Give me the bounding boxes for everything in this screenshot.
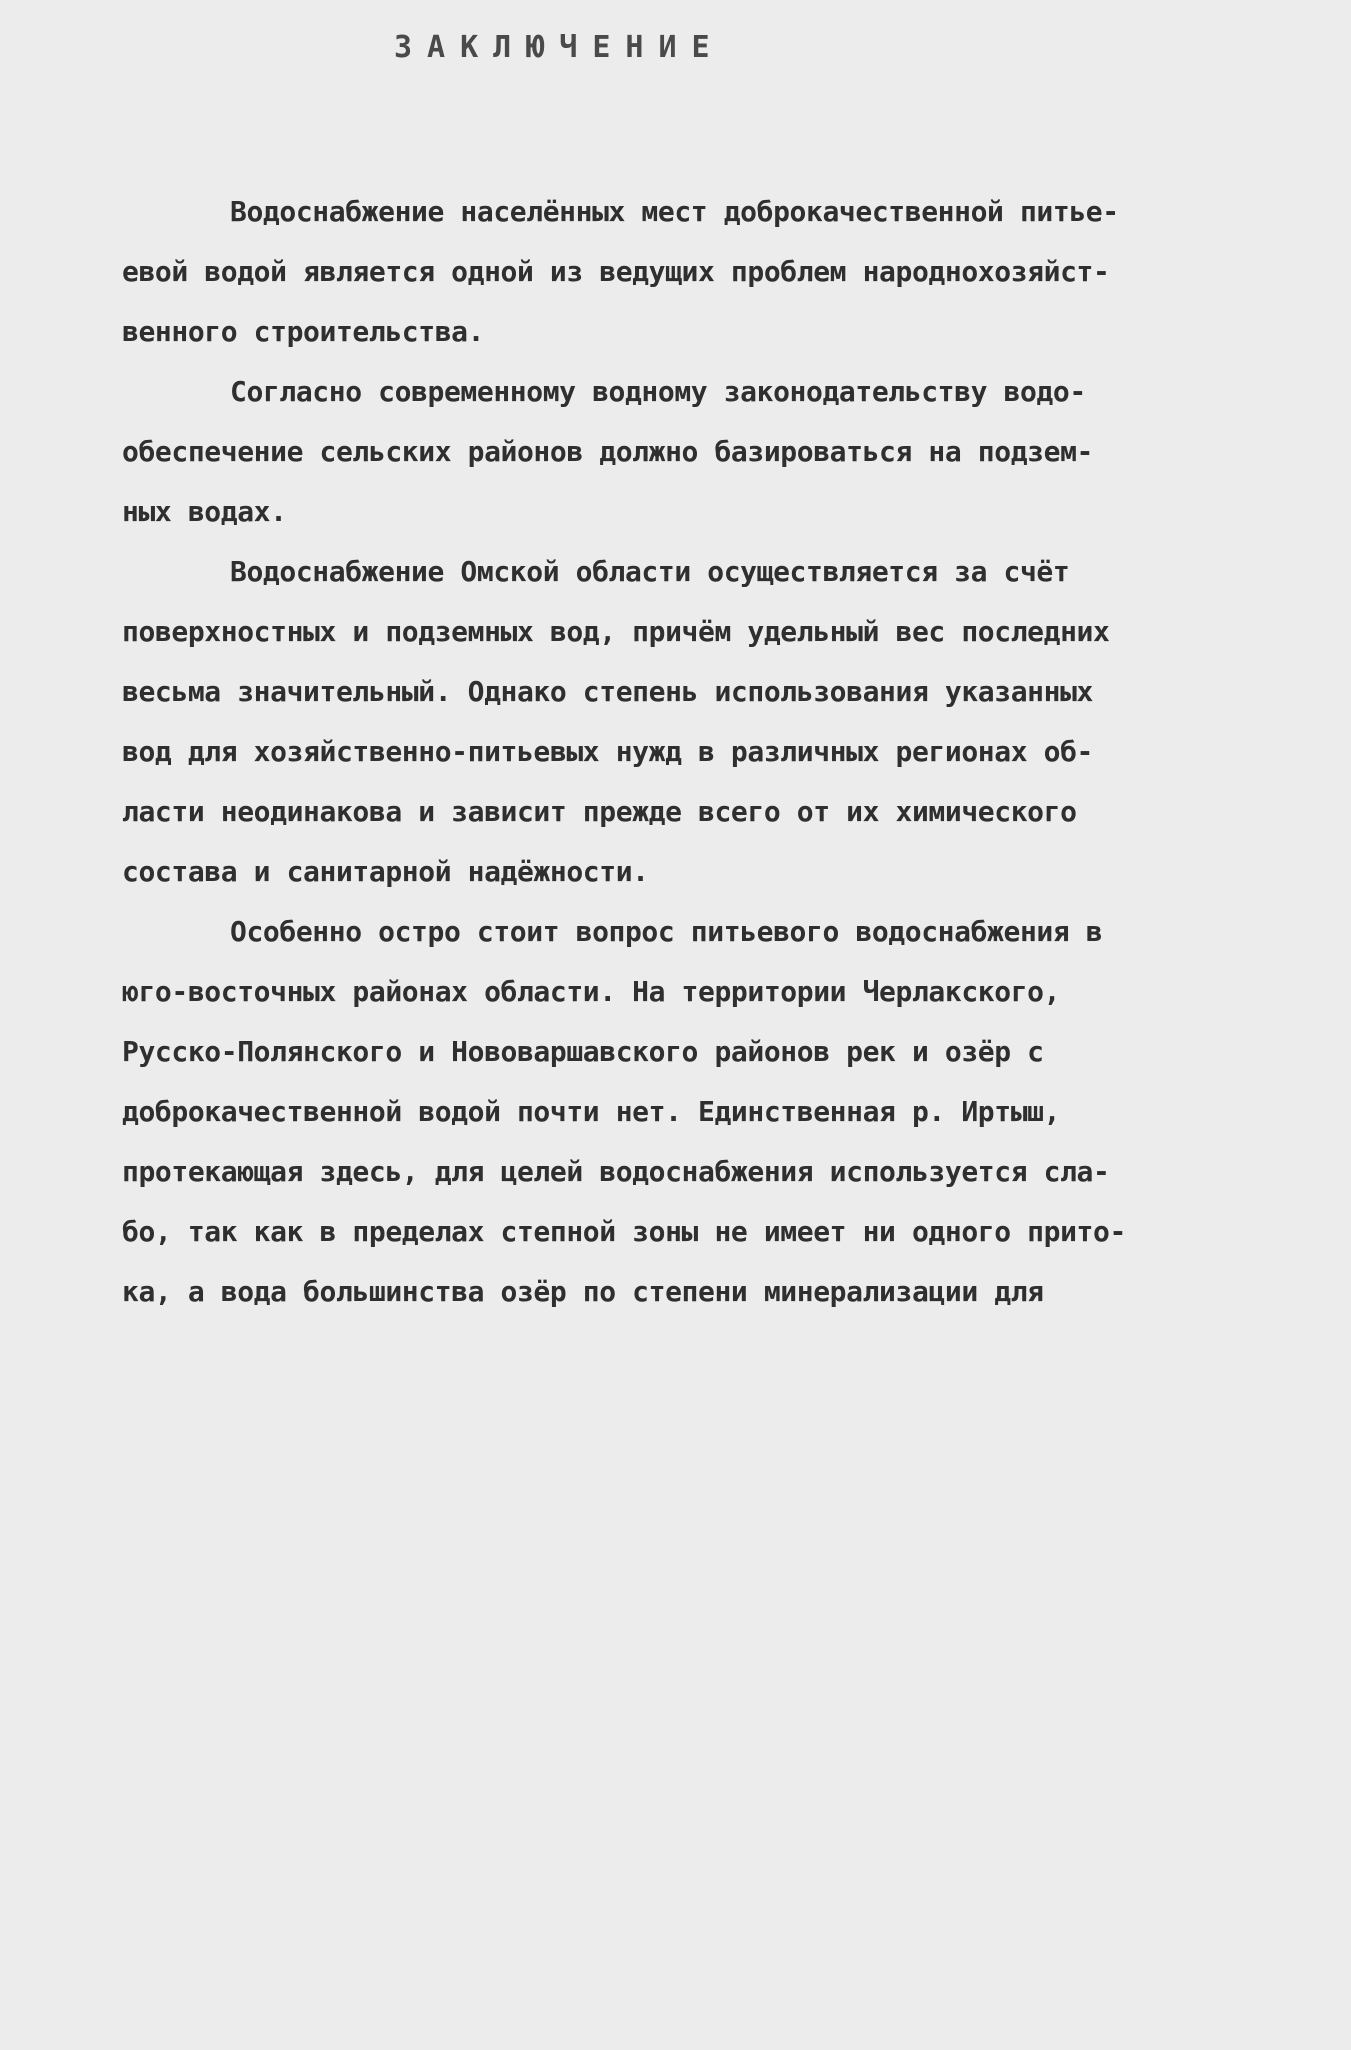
- text-line: поверхностных и подземных вод, причём удельный вес последних: [122, 615, 1110, 648]
- text-line: бо, так как в пределах степной зоны не имеет ни одного прито-: [122, 1215, 1126, 1248]
- text-line: Особенно остро стоит вопрос питьевого водоснабжения в: [230, 915, 1103, 948]
- text-line: венного строительства.: [122, 315, 485, 348]
- text-line: ка, а вода большинства озёр по степени минерализации для: [122, 1275, 1044, 1308]
- text-line: ных водах.: [122, 495, 287, 528]
- text-line: вод для хозяйственно-питьевых нужд в различных регионах об-: [122, 735, 1093, 768]
- text-line: протекающая здесь, для целей водоснабжения используется сла-: [122, 1155, 1110, 1188]
- body-text: [122, 182, 1242, 1322]
- text-line: весьма значительный. Однако степень использования указанных: [122, 675, 1093, 708]
- text-line: Водоснабжение населённых мест доброкачественной питье-: [230, 195, 1119, 228]
- text-line: Водоснабжение Омской области осуществляется за счёт: [230, 555, 1070, 588]
- text-line: доброкачественной водой почти нет. Единственная р. Иртыш,: [122, 1095, 1061, 1128]
- page-title: ЗАКЛЮЧЕНИЕ: [394, 30, 725, 65]
- text-line: ласти неодинакова и зависит прежде всего от их химического: [122, 795, 1077, 828]
- text-line: евой водой является одной из ведущих проблем народнохозяйст-: [122, 255, 1110, 288]
- text-line: Русско-Полянского и Нововаршавского районов рек и озёр с: [122, 1035, 1044, 1068]
- text-line: обеспечение сельских районов должно базироваться на подзем-: [122, 435, 1093, 468]
- text-line: состава и санитарной надёжности.: [122, 855, 649, 888]
- text-line: Согласно современному водному законодательству водо-: [230, 375, 1086, 408]
- text-line: юго-восточных районах области. На территории Черлакского,: [122, 975, 1061, 1008]
